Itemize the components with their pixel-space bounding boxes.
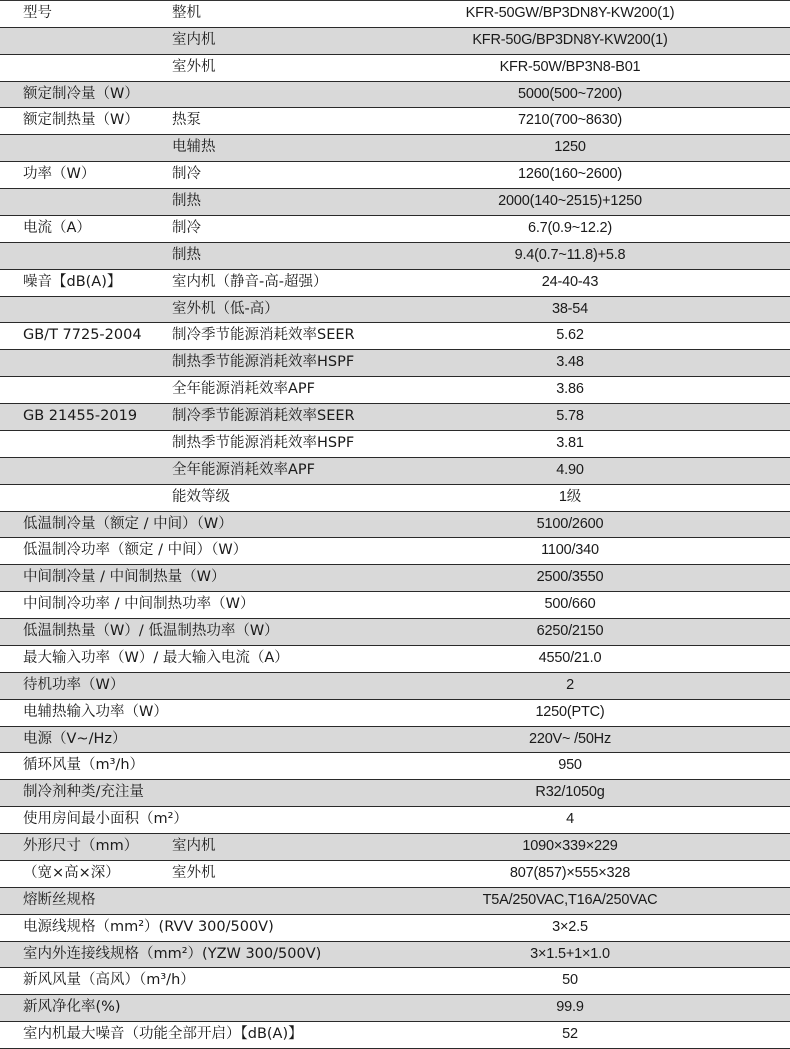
- row-label: （宽×高×深）: [23, 864, 120, 881]
- table-row: [0, 592, 790, 619]
- table-row: [0, 431, 790, 458]
- row-value: 1级: [558, 488, 582, 505]
- row-value: 6.7(0.9~12.2): [527, 219, 613, 236]
- row-value: 950: [558, 757, 582, 774]
- row-sublabel: 制热季节能源消耗效率HSPF: [172, 434, 355, 451]
- row-label: 低温制热量（W）/ 低温制热功率（W）: [23, 623, 279, 640]
- row-value: 4.90: [556, 461, 584, 478]
- table-row: [0, 700, 790, 727]
- table-row: [0, 995, 790, 1022]
- table-row: [0, 727, 790, 754]
- table-row: [0, 968, 790, 995]
- row-sublabel: 制冷: [172, 166, 201, 183]
- row-label: 电源线规格（mm²）(RVV 300/500V): [23, 918, 274, 935]
- row-label: 使用房间最小面积（m²）: [23, 811, 188, 828]
- row-value: 4550/21.0: [538, 649, 602, 666]
- row-value: 9.4(0.7~11.8)+5.8: [514, 246, 626, 263]
- row-label: 噪音【dB(A)】: [23, 273, 122, 290]
- row-sublabel: 室内机: [172, 838, 216, 855]
- row-value: 38-54: [551, 300, 589, 317]
- table-row: [0, 1, 790, 28]
- row-sublabel: 电辅热: [172, 139, 216, 156]
- row-value: 3.81: [556, 434, 584, 451]
- table-row: [0, 942, 790, 969]
- row-label: 最大输入功率（W）/ 最大输入电流（A）: [23, 649, 289, 666]
- row-value: 1250: [554, 139, 586, 156]
- row-value: T5A/250VAC,T16A/250VAC: [482, 891, 658, 908]
- row-value: 1090×339×229: [522, 838, 618, 855]
- row-value: 1100/340: [541, 542, 599, 559]
- table-row: [0, 888, 790, 915]
- table-row: [0, 377, 790, 404]
- row-sublabel: 制冷: [172, 219, 201, 236]
- table-row: [0, 404, 790, 431]
- table-row: [0, 189, 790, 216]
- row-value: 6250/2150: [536, 623, 604, 640]
- table-row: [0, 834, 790, 861]
- row-sublabel: 能效等级: [172, 488, 230, 505]
- row-value: 1250(PTC): [535, 703, 605, 720]
- row-value: 3.86: [556, 381, 584, 398]
- row-value: 2500/3550: [536, 569, 604, 586]
- row-value: 3×2.5: [552, 918, 588, 935]
- row-label: 低温制冷功率（额定 / 中间）（W）: [23, 542, 248, 559]
- row-value: KFR-50W/BP3N8-B01: [499, 58, 641, 75]
- row-value: 24-40-43: [541, 273, 599, 290]
- row-label: 电辅热输入功率（W）: [23, 703, 168, 720]
- row-sublabel: 制热: [172, 193, 201, 210]
- row-label: 型号: [23, 5, 52, 21]
- table-row: [0, 646, 790, 673]
- row-label: GB 21455-2019: [23, 408, 138, 425]
- table-row: [0, 780, 790, 807]
- row-value: 3×1.5+1×1.0: [530, 945, 610, 962]
- row-label: 循环风量（m³/h）: [23, 757, 145, 774]
- row-value: KFR-50GW/BP3DN8Y-KW200(1): [465, 5, 675, 21]
- row-sublabel: 室外机: [172, 58, 216, 75]
- table-row: [0, 753, 790, 780]
- row-label: 新风风量（高风）（m³/h）: [23, 972, 195, 989]
- row-sublabel: 室外机: [172, 864, 216, 881]
- row-label: 额定制冷量（W）: [23, 85, 139, 102]
- row-label: 制冷剂种类/充注量: [23, 784, 144, 801]
- row-label: 功率（W）: [23, 166, 96, 183]
- row-label: 室内机最大噪音（功能全部开启）【dB(A)】: [23, 1026, 303, 1043]
- row-label: 室内外连接线规格（mm²）(YZW 300/500V): [23, 945, 322, 962]
- row-value: 52: [562, 1026, 578, 1043]
- table-row: [0, 458, 790, 485]
- table-row: [0, 350, 790, 377]
- row-sublabel: 全年能源消耗效率APF: [172, 461, 316, 478]
- row-sublabel: 制热季节能源消耗效率HSPF: [172, 354, 355, 371]
- row-label: 外形尺寸（mm）: [23, 838, 139, 855]
- row-sublabel: 整机: [172, 5, 201, 21]
- row-label: 电源（V~/Hz）: [23, 730, 127, 747]
- table-row: [0, 108, 790, 135]
- table-row: [0, 915, 790, 942]
- row-label: 中间制冷功率 / 中间制热功率（W）: [23, 596, 255, 613]
- row-sublabel: 室内机（静音-高-超强）: [172, 273, 328, 290]
- table-row: [0, 323, 790, 350]
- row-value: 5.62: [556, 327, 584, 344]
- row-sublabel: 室内机: [172, 31, 216, 48]
- table-row: [0, 565, 790, 592]
- row-label: 电流（A）: [23, 219, 91, 236]
- row-label: 新风净化率(%): [23, 999, 121, 1016]
- row-value: 220V~ /50Hz: [528, 730, 612, 747]
- table-row: [0, 861, 790, 888]
- table-row: [0, 135, 790, 162]
- table-row: [0, 807, 790, 834]
- row-value: 50: [562, 972, 578, 989]
- table-row: [0, 162, 790, 189]
- row-value: 5100/2600: [536, 515, 604, 532]
- row-value: 99.9: [556, 999, 584, 1016]
- row-value: 807(857)×555×328: [509, 864, 631, 881]
- row-label: 额定制热量（W）: [23, 112, 139, 129]
- table-row: [0, 82, 790, 109]
- table-row: [0, 512, 790, 539]
- row-value: 2000(140~2515)+1250: [498, 193, 642, 210]
- table-row: [0, 673, 790, 700]
- table-row: [0, 28, 790, 55]
- table-row: [0, 619, 790, 646]
- row-value: 5000(500~7200): [517, 85, 623, 102]
- row-value: KFR-50G/BP3DN8Y-KW200(1): [472, 31, 668, 48]
- row-value: 5.78: [556, 408, 584, 425]
- row-label: GB/T 7725-2004: [23, 327, 142, 344]
- row-label: 中间制冷量 / 中间制热量（W）: [23, 569, 226, 586]
- table-row: [0, 270, 790, 297]
- table-row: [0, 1022, 790, 1049]
- row-sublabel: 制热: [172, 246, 201, 263]
- row-sublabel: 室外机（低-高）: [172, 300, 279, 317]
- row-label: 低温制冷量（额定 / 中间）（W）: [23, 515, 233, 532]
- row-sublabel: 制冷季节能源消耗效率SEER: [172, 327, 355, 344]
- row-value: 4: [566, 811, 574, 828]
- table-row: [0, 55, 790, 82]
- row-label: 熔断丝规格: [23, 891, 96, 908]
- row-sublabel: 制冷季节能源消耗效率SEER: [172, 408, 355, 425]
- row-value: 1260(160~2600): [517, 166, 623, 183]
- row-sublabel: 全年能源消耗效率APF: [172, 381, 316, 398]
- table-row: [0, 243, 790, 270]
- row-value: 3.48: [556, 354, 584, 371]
- table-row: [0, 485, 790, 512]
- row-label: 待机功率（W）: [23, 676, 125, 693]
- table-row: [0, 297, 790, 324]
- table-row: [0, 538, 790, 565]
- table-row: [0, 216, 790, 243]
- row-value: R32/1050g: [535, 784, 605, 801]
- row-value: 2: [566, 676, 574, 693]
- row-sublabel: 热泵: [172, 112, 201, 129]
- row-value: 7210(700~8630): [517, 112, 623, 129]
- row-value: 500/660: [544, 596, 596, 613]
